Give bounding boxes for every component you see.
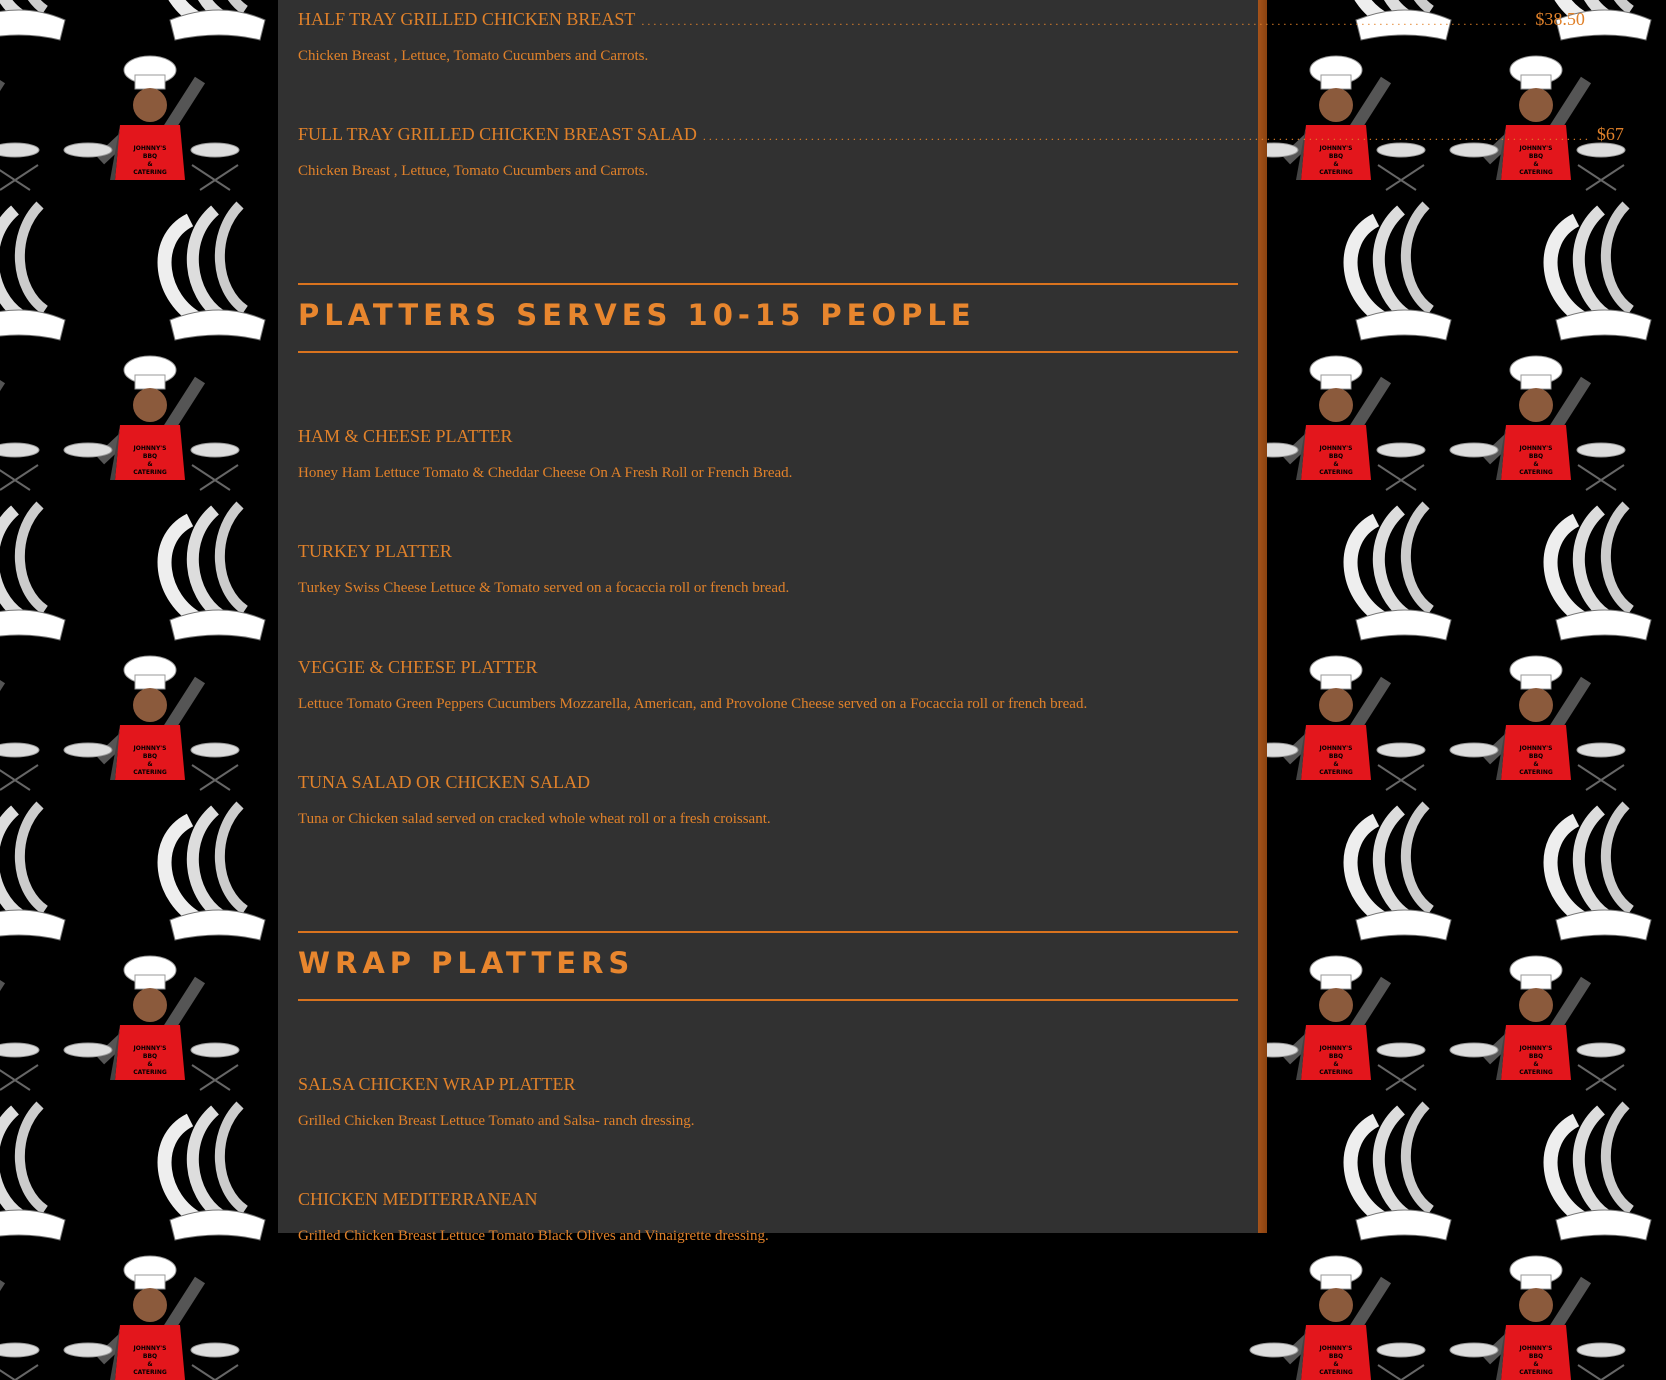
- menu-item-full-tray-grilled-chicken-breast-salad: [298, 123, 1624, 147]
- chef-grill-icon: [1466, 1080, 1666, 1380]
- svg-text:JOHNNY'S: JOHNNY'S: [133, 745, 167, 752]
- chef-grill-icon: [80, 180, 280, 480]
- menu-item-half-tray-grilled-chicken-breast: [298, 8, 1585, 32]
- svg-text:&: &: [1533, 161, 1539, 168]
- right-background-pattern: [1266, 0, 1554, 1376]
- svg-text:&: &: [147, 461, 153, 468]
- chef-grill-icon: [1466, 180, 1666, 480]
- svg-text:BBQ: BBQ: [1328, 153, 1344, 160]
- menu-item-description: Chicken Breast , Lettuce, Tomato Cucumbers and Carrots.: [298, 163, 649, 179]
- svg-text:JOHNNY'S: JOHNNY'S: [1519, 145, 1553, 152]
- svg-text:&: &: [1333, 161, 1339, 168]
- svg-text:BBQ: BBQ: [1328, 453, 1344, 460]
- svg-text:CATERING: CATERING: [1319, 769, 1353, 776]
- svg-text:&: &: [1533, 1061, 1539, 1068]
- svg-text:JOHNNY'S: JOHNNY'S: [133, 145, 167, 152]
- chef-grill-icon: [0, 0, 80, 180]
- chef-grill-icon: [0, 780, 80, 1080]
- svg-text:BBQ: BBQ: [1528, 1353, 1544, 1360]
- section-title: PLATTERS SERVES 10-15 PEOPLE: [298, 298, 976, 332]
- menu-item-title: SALSA CHICKEN WRAP PLATTER: [298, 1074, 576, 1094]
- menu-item-description: Honey Ham Lettuce Tomato & Cheddar Cheese On A Fresh Roll or French Bread.: [298, 465, 793, 481]
- menu-item-description: Grilled Chicken Breast Lettuce Tomato Black Olives and Vinaigrette dressing.: [298, 1228, 769, 1244]
- svg-text:JOHNNY'S: JOHNNY'S: [1519, 745, 1553, 752]
- svg-text:JOHNNY'S: JOHNNY'S: [1519, 1045, 1553, 1052]
- menu-item-title: VEGGIE & CHEESE PLATTER: [298, 657, 538, 677]
- menu-item-tuna-or-chicken-salad: [298, 771, 1238, 793]
- svg-text:&: &: [1333, 1361, 1339, 1368]
- chef-grill-icon: [0, 180, 80, 480]
- menu-item-title: HALF TRAY GRILLED CHICKEN BREAST: [298, 9, 636, 29]
- menu-item-price: $38.50: [1535, 9, 1585, 29]
- section-header-platters: [298, 283, 1238, 353]
- menu-item-description: Tuna or Chicken salad served on cracked whole wheat roll or a fresh croissant.: [298, 811, 771, 827]
- chef-grill-icon: [1466, 780, 1666, 1080]
- svg-text:&: &: [147, 1361, 153, 1368]
- menu-item-veggie-cheese-platter: [298, 656, 1238, 678]
- menu-item-title: TURKEY PLATTER: [298, 541, 452, 561]
- svg-text:CATERING: CATERING: [133, 769, 167, 776]
- svg-text:BBQ: BBQ: [1328, 753, 1344, 760]
- svg-text:CATERING: CATERING: [1319, 1369, 1353, 1376]
- svg-text:&: &: [147, 761, 153, 768]
- menu-item-title: CHICKEN MEDITERRANEAN: [298, 1189, 538, 1209]
- svg-text:&: &: [1333, 761, 1339, 768]
- svg-text:BBQ: BBQ: [1328, 1353, 1344, 1360]
- svg-text:CATERING: CATERING: [133, 1369, 167, 1376]
- chef-grill-icon: [1466, 480, 1666, 780]
- menu-item-turkey-platter: [298, 540, 1238, 562]
- svg-text:JOHNNY'S: JOHNNY'S: [1319, 1345, 1353, 1352]
- svg-text:BBQ: BBQ: [1528, 453, 1544, 460]
- svg-text:CATERING: CATERING: [1319, 469, 1353, 476]
- chef-grill-icon: [1266, 1080, 1466, 1380]
- svg-text:CATERING: CATERING: [1519, 1069, 1553, 1076]
- svg-text:&: &: [1533, 761, 1539, 768]
- svg-text:CATERING: CATERING: [1519, 469, 1553, 476]
- svg-text:JOHNNY'S: JOHNNY'S: [133, 1045, 167, 1052]
- svg-text:CATERING: CATERING: [133, 1069, 167, 1076]
- svg-text:&: &: [147, 161, 153, 168]
- chef-grill-icon: [1266, 180, 1466, 480]
- menu-item-salsa-chicken-wrap-platter: [298, 1073, 1238, 1095]
- menu-item-description: Turkey Swiss Cheese Lettuce & Tomato served on a focaccia roll or french bread.: [298, 580, 790, 596]
- svg-text:CATERING: CATERING: [1319, 1069, 1353, 1076]
- svg-text:JOHNNY'S: JOHNNY'S: [1519, 445, 1553, 452]
- svg-text:BBQ: BBQ: [142, 1353, 158, 1360]
- svg-text:JOHNNY'S: JOHNNY'S: [133, 1345, 167, 1352]
- menu-item-title: FULL TRAY GRILLED CHICKEN BREAST SALAD: [298, 124, 697, 144]
- chef-grill-icon: [80, 480, 280, 780]
- svg-text:CATERING: CATERING: [133, 169, 167, 176]
- chef-grill-icon: [1266, 480, 1466, 780]
- chef-grill-icon: [1266, 780, 1466, 1080]
- menu-item-chicken-mediterranean: [298, 1188, 1238, 1210]
- svg-text:JOHNNY'S: JOHNNY'S: [133, 445, 167, 452]
- section-header-wrap-platters: [298, 931, 1238, 1001]
- svg-text:JOHNNY'S: JOHNNY'S: [1319, 745, 1353, 752]
- svg-text:CATERING: CATERING: [1519, 769, 1553, 776]
- menu-item-title: HAM & CHEESE PLATTER: [298, 426, 513, 446]
- svg-text:BBQ: BBQ: [142, 453, 158, 460]
- svg-text:&: &: [147, 1061, 153, 1068]
- menu-item-description: Chicken Breast , Lettuce, Tomato Cucumbers and Carrots.: [298, 48, 649, 64]
- chef-grill-icon: [80, 1080, 280, 1380]
- svg-text:BBQ: BBQ: [142, 153, 158, 160]
- chef-grill-icon: [0, 1080, 80, 1380]
- svg-text:JOHNNY'S: JOHNNY'S: [1319, 1045, 1353, 1052]
- svg-text:CATERING: CATERING: [133, 469, 167, 476]
- price-leader-dots: ....................................................................................................................................................: [702, 129, 1591, 143]
- svg-text:BBQ: BBQ: [142, 753, 158, 760]
- svg-text:&: &: [1333, 1061, 1339, 1068]
- chef-grill-icon: [0, 480, 80, 780]
- price-leader-dots: ....................................................................................................................................................: [641, 14, 1530, 28]
- menu-item-description: Lettuce Tomato Green Peppers Cucumbers Mozzarella, American, and Provolone Cheese served on a Focaccia roll or french bread.: [298, 696, 1088, 712]
- svg-text:&: &: [1533, 461, 1539, 468]
- menu-item-ham-cheese-platter: [298, 425, 1238, 447]
- chef-grill-icon: [80, 780, 280, 1080]
- menu-item-description: Grilled Chicken Breast Lettuce Tomato and Salsa- ranch dressing.: [298, 1113, 695, 1129]
- section-title: WRAP PLATTERS: [298, 946, 635, 980]
- svg-text:CATERING: CATERING: [1519, 1369, 1553, 1376]
- svg-text:BBQ: BBQ: [1528, 753, 1544, 760]
- svg-text:&: &: [1333, 461, 1339, 468]
- svg-text:CATERING: CATERING: [1519, 169, 1553, 176]
- svg-text:CATERING: CATERING: [1319, 169, 1353, 176]
- content-right-border: [1258, 0, 1267, 1233]
- svg-text:JOHNNY'S: JOHNNY'S: [1319, 145, 1353, 152]
- svg-text:BBQ: BBQ: [1328, 1053, 1344, 1060]
- svg-text:BBQ: BBQ: [1528, 153, 1544, 160]
- left-background-pattern: [0, 0, 278, 1376]
- svg-text:JOHNNY'S: JOHNNY'S: [1519, 1345, 1553, 1352]
- svg-text:&: &: [1533, 1361, 1539, 1368]
- svg-text:BBQ: BBQ: [142, 1053, 158, 1060]
- svg-text:JOHNNY'S: JOHNNY'S: [1319, 445, 1353, 452]
- menu-item-price: $67: [1596, 124, 1624, 144]
- svg-text:BBQ: BBQ: [1528, 1053, 1544, 1060]
- menu-item-title: TUNA SALAD OR CHICKEN SALAD: [298, 772, 591, 792]
- chef-grill-icon: [80, 0, 280, 180]
